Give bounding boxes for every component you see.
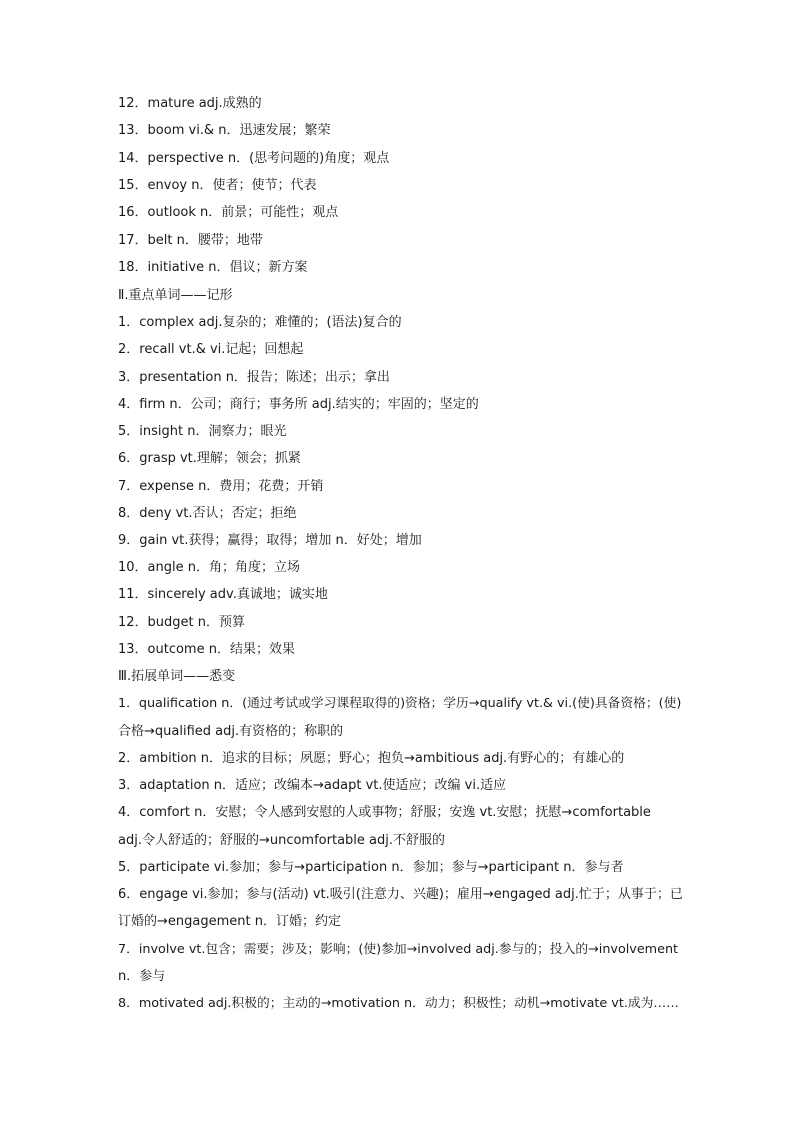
vocab-item: 5．participate vi.参加；参与→participation n．参加；参与→participant n．参与者 bbox=[118, 860, 624, 875]
vocab-item: 12．budget n．预算 bbox=[118, 615, 246, 630]
vocab-item: 2．ambition n．追求的目标；夙愿；野心；抱负→ambitious adj.有野心的；有雄心的 bbox=[118, 751, 625, 766]
vocab-item: 4．comfort n．安慰；令人感到安慰的人或事物；舒服；安逸 vt.安慰；抚慰→comfortable bbox=[118, 805, 651, 820]
vocab-item-continued: n．参与 bbox=[118, 969, 166, 984]
vocab-item: 7．involve vt.包含；需要；涉及；影响；(使)参加→involved adj.参与的；投入的→involvement bbox=[118, 942, 679, 957]
vocab-item: 2．recall vt.& vi.记起；回想起 bbox=[118, 342, 304, 357]
vocab-item: 17．belt n．腰带；地带 bbox=[118, 233, 263, 248]
vocab-item: 8．motivated adj.积极的；主动的→motivation n．动力；积极性；动机→motivate vt.成为…… bbox=[118, 996, 679, 1011]
vocab-item: 12．mature adj.成熟的 bbox=[118, 96, 262, 111]
vocab-item: 3．adaptation n．适应；改编本→adapt vt.使适应；改编 vi.适应 bbox=[118, 778, 507, 793]
vocab-item: 16．outlook n．前景；可能性；观点 bbox=[118, 205, 339, 220]
vocab-item: 11．sincerely adv.真诚地；诚实地 bbox=[118, 587, 328, 602]
vocab-item: 8．deny vt.否认；否定；拒绝 bbox=[118, 506, 297, 521]
vocab-item: 9．gain vt.获得；赢得；取得；增加 n．好处；增加 bbox=[118, 533, 422, 548]
vocab-item: 6．grasp vt.理解；领会；抓紧 bbox=[118, 451, 301, 466]
vocab-item: 7．expense n．费用；花费；开销 bbox=[118, 479, 324, 494]
vocab-item: 13．boom vi.& n．迅速发展；繁荣 bbox=[118, 123, 331, 138]
vocab-item: 5．insight n．洞察力；眼光 bbox=[118, 424, 287, 439]
vocab-item: 6．engage vi.参加；参与(活动) vt.吸引(注意力、兴趣)；雇用→engaged adj.忙于；从事于；已 bbox=[118, 887, 683, 902]
section-heading: Ⅲ.拓展单词——悉变 bbox=[118, 669, 236, 684]
vocab-item: 18．initiative n．倡议；新方案 bbox=[118, 260, 308, 275]
vocab-item: 10．angle n．角；角度；立场 bbox=[118, 560, 300, 575]
vocab-item: 4．firm n．公司；商行；事务所 adj.结实的；牢固的；坚定的 bbox=[118, 397, 479, 412]
vocab-item: 14．perspective n．(思考问题的)角度；观点 bbox=[118, 151, 390, 166]
vocab-item-continued: 订婚的→engagement n．订婚；约定 bbox=[118, 914, 341, 929]
vocab-item: 1．qualification n．(通过考试或学习课程取得的)资格；学历→qualify vt.& vi.(使)具备资格；(使) bbox=[118, 696, 682, 711]
vocab-item: 13．outcome n．结果；效果 bbox=[118, 642, 295, 657]
vocab-item: 15．envoy n．使者；使节；代表 bbox=[118, 178, 317, 193]
vocab-item: 3．presentation n．报告；陈述；出示；拿出 bbox=[118, 370, 390, 385]
vocab-item-continued: 合格→qualified adj.有资格的；称职的 bbox=[118, 724, 344, 739]
section-heading: Ⅱ.重点单词——记形 bbox=[118, 288, 233, 303]
vocab-item: 1．complex adj.复杂的；难懂的；(语法)复合的 bbox=[118, 315, 402, 330]
vocab-item-continued: adj.令人舒适的；舒服的→uncomfortable adj.不舒服的 bbox=[118, 833, 445, 848]
